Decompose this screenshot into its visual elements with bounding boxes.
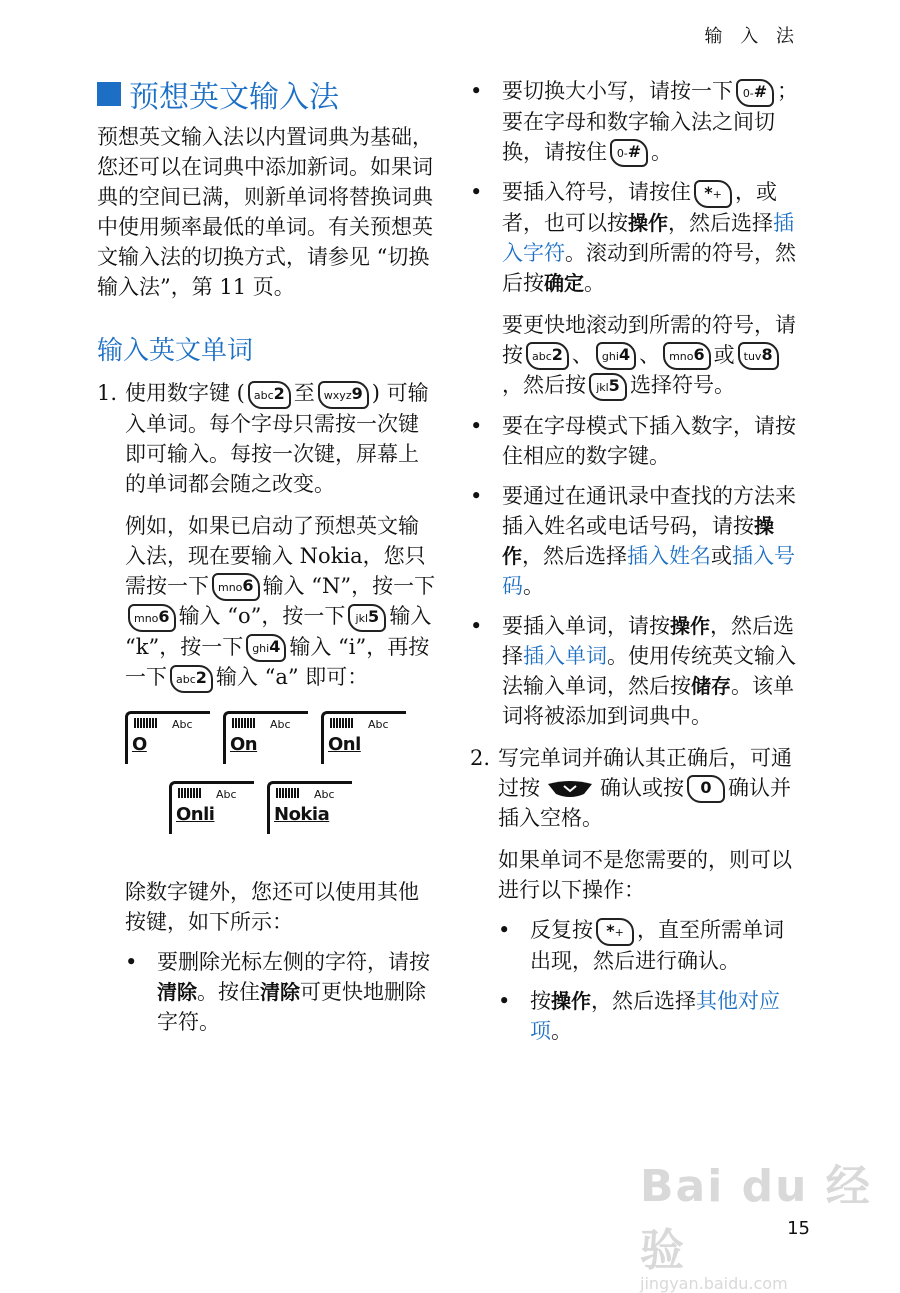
insert-word-link: 插入单词 [523,643,607,668]
key-4-icon: ghi4 [596,342,636,370]
phone-screen: Abc On [223,711,308,764]
key-2-icon: abc2 [248,381,291,409]
star-key-icon: *+ [694,180,732,208]
right-column [470,72,800,1046]
page-number: 15 [787,1218,810,1239]
phone-screen: Abc Onl [321,711,406,764]
insert-number-link: 插入号码 [502,543,795,598]
section-title: 预想英文输入法 [97,72,437,116]
other-matches-link: 其他对应项 [530,988,780,1043]
bullet-contact: • 要通过在通讯录中查找的方法来插入姓名或电话号码，请按操作，然后选择插入姓名或插入号码。 [470,483,796,598]
step-1: 1. 使用数字键 ( abc2 至 wxyz9 ) 可输入单词。每个字母只需按一次键即可输入。每按一次键，屏幕上的单词都会随之改变。 例如，如果已启动了预想英文输入法，现在要输入 Nokia，您只需按一下 mno6 输入 “N”，按一下mno6 输入 “o”，按一下 jkl5 输入 “k”，按一下 ghi4 输入 “i”，再按一下 abc2 输入 “a” 即可： Abc O Abc On Abc Onl Abc Onli Abc Nokia 除数字键外，您还可以使用其他按键，如下所示： • 要删除光标左侧的字符，请按清除。按住清除可更快地删除字符。 [97,378,437,1037]
subsection-title: 输入英文单词 [97,336,254,366]
insert-name-link: 插入姓名 [627,543,711,568]
key-4-icon: ghi4 [246,634,286,662]
key-6-icon: mno6 [663,342,711,370]
key-2-icon: abc2 [170,665,213,693]
intro-paragraph: 预想英文输入法以内置词典为基础，您还可以在词典中添加新词。如果词典的空间已满，则新单词将替换词典中使用频率最低的单词。有关预想英文输入法的切换方式，请参见 “切换输入法”，第 11 页。 [97,125,433,299]
key-2-icon: abc2 [526,342,569,370]
bullet-repeat-star: • 反复按 *+ ，直至所需单词出现，然后进行确认。 [498,918,784,973]
signal-icon [276,788,300,798]
star-key-icon: *+ [596,918,634,946]
key-6-icon: mno6 [212,573,260,601]
bullet-case: • 要切换大小写，请按一下 0-# ；要在字母和数字输入法之间切换，请按住 0-# 。 [470,76,800,167]
signal-icon [178,788,202,798]
bullet-insert-word: • 要插入单词，请按操作，然后选择插入单词。使用传统英文输入法输入单词，然后按储存。该单词将被添加到词典中。 [470,613,796,728]
key-6-icon: mno6 [128,604,176,632]
insert-char-link: 插入字符 [502,210,794,265]
hash-key-icon: 0-# [736,79,774,107]
signal-icon [232,718,256,728]
example-paragraph: 例如，如果已启动了预想英文输入法，现在要输入 Nokia，您只需按一下 mno6 输入 “N”，按一下mno6 输入 “o”，按一下 jkl5 输入 “k”，按一下 ghi4 输入 “i”，再按一下 abc2 输入 “a” 即可： [125,511,437,693]
left-column [97,72,437,1037]
signal-icon [330,718,354,728]
phone-screen: Abc Onli [169,781,254,834]
key-9-icon: wxyz9 [318,381,369,409]
phone-screen: Abc Nokia [267,781,352,834]
key-5-icon: jkl5 [348,604,386,632]
watermark: Bai du 经验 jingyan.baidu.com [640,1161,872,1293]
page-header: 输 入 法 [704,26,800,47]
bullet-other-matches: • 按操作，然后选择其他对应项。 [498,988,780,1043]
bullet-delete: • 要删除光标左侧的字符，请按清除。按住清除可更快地删除字符。 [125,949,430,1034]
screen-examples [125,711,437,861]
bullet-number: • 要在字母模式下插入数字，请按住相应的数字键。 [470,413,796,468]
step-2: 2. 写完单词并确认其正确后，可通过按 确认或按 0 确认并插入空格。 如果单词不是您需要的，则可以进行以下操作： • 反复按 *+ ，直至所需单词出现，然后进行确认。 • 按操作，然后选择其他对应项。 [470,743,800,1046]
hash-key-icon: 0-# [610,139,648,167]
navi-key-icon [546,780,594,798]
key-0-icon: 0 [687,775,725,803]
key-5-icon: jkl5 [589,373,627,401]
bullet-symbol: • 要插入符号，请按住 *+ ，或者，也可以按操作，然后选择插入字符。滚动到所需的符号，然后按确定。 要更快地滚动到所需的符号，请按 abc2 、 ghi4 、 mno6 或 tuv8，然后按 jkl5 选择符号。 [470,177,800,401]
phone-screen: Abc O [125,711,210,764]
other-keys-paragraph: 除数字键外，您还可以使用其他按键，如下所示： [125,879,419,934]
key-8-icon: tuv8 [738,342,779,370]
square-bullet-icon [97,82,121,106]
signal-icon [134,718,158,728]
